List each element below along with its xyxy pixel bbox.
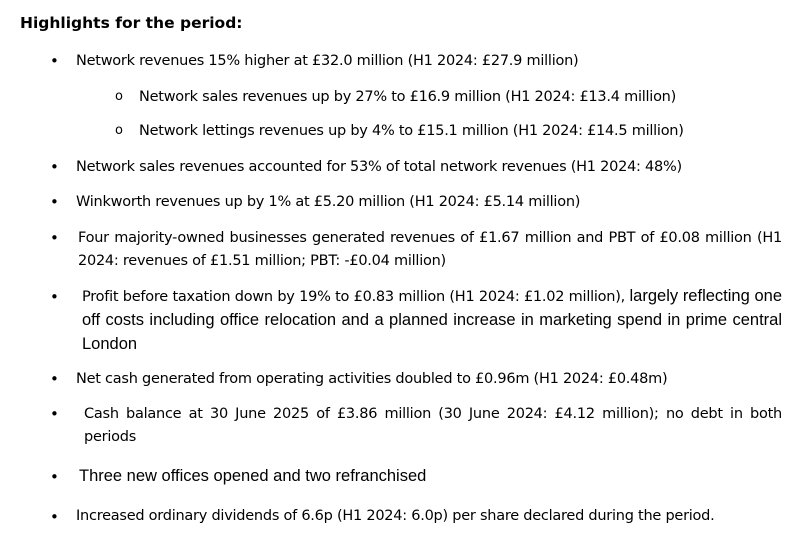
bullet-dot: •: [50, 52, 59, 70]
bullet-dot: •: [50, 193, 59, 211]
bullet-dot: •: [50, 229, 59, 247]
list-item: Network revenues 15% higher at £32.0 million (H1 2024: £27.9 million): [76, 53, 579, 69]
list-item: Winkworth revenues up by 1% at £5.20 million (H1 2024: £5.14 million): [76, 194, 581, 210]
sub-list-item: Network lettings revenues up by 4% to £15.1 million (H1 2024: £14.5 million): [139, 123, 684, 139]
list-item: Three new offices opened and two refranchised: [79, 467, 427, 485]
bullet-dot: •: [50, 288, 59, 306]
list-item-part: largely reflecting one off costs including office relocation and a planned increase in marketing spend in prime central London: [82, 287, 783, 353]
list-item: [82, 285, 782, 357]
list-item: Cash balance at 30 June 2025 of £3.86 million (30 June 2024: £4.12 million); no debt in both periods: [84, 406, 782, 445]
list-item: Network sales revenues accounted for 53% of total network revenues (H1 2024: 48%): [76, 159, 682, 175]
bullet-dot: •: [50, 158, 59, 176]
sub-bullet: o: [115, 89, 123, 104]
list-item-part: Profit before taxation down by 19% to £0.83 million (H1 2024: £1.02 million),: [82, 289, 626, 305]
list-item: Increased ordinary dividends of 6.6p (H1 2024: 6.0p) per share declared during the period.: [76, 508, 715, 524]
sub-bullet: o: [115, 123, 123, 138]
bullet-dot: •: [50, 468, 59, 486]
sub-list-item: Network sales revenues up by 27% to £16.9 million (H1 2024: £13.4 million): [139, 89, 677, 105]
list-item: Net cash generated from operating activities doubled to £0.96m (H1 2024: £0.48m): [76, 371, 668, 387]
list-item: Four majority-owned businesses generated revenues of £1.67 million and PBT of £0.08 million (H1 2024: revenues of £1.51 million; PBT: -£0.04 million): [78, 230, 782, 269]
page-title: Highlights for the period:: [20, 14, 243, 32]
bullet-dot: •: [50, 508, 59, 526]
bullet-dot: •: [50, 405, 59, 423]
bullet-dot: •: [50, 370, 59, 388]
